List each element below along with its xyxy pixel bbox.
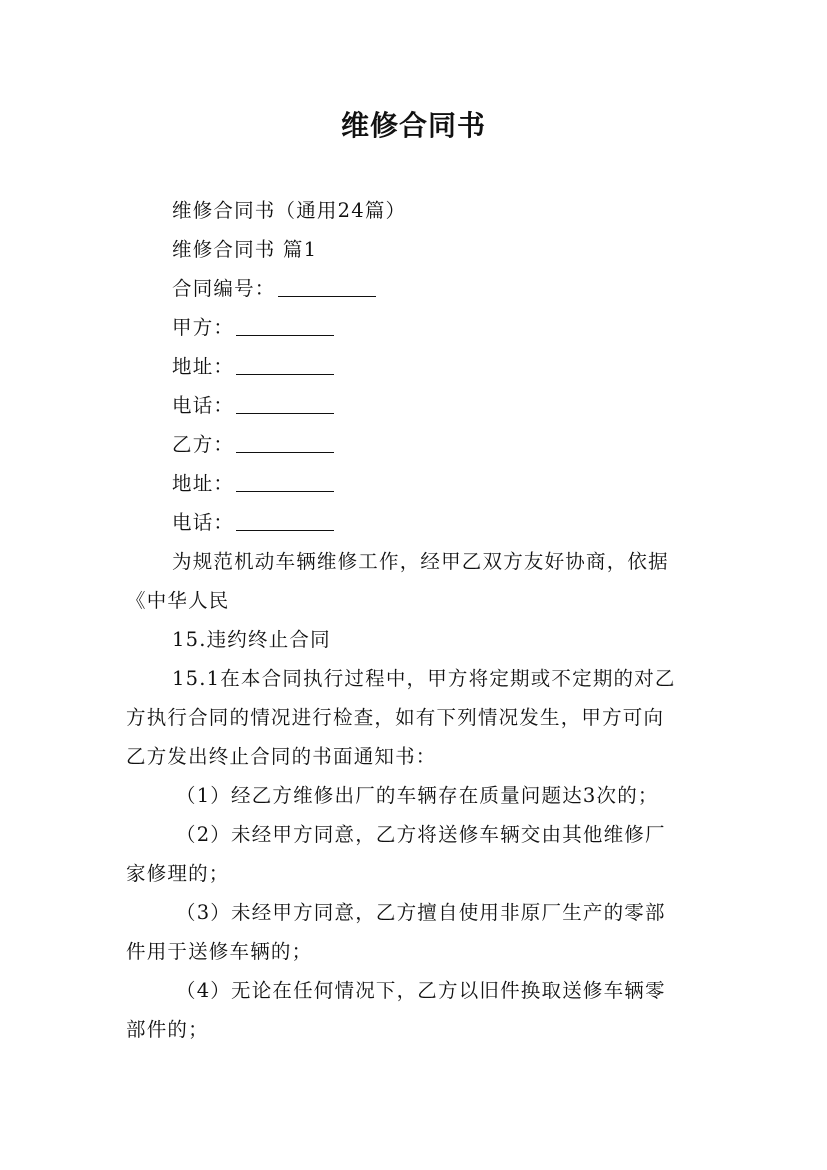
document-subtitle: 维修合同书（通用24篇） xyxy=(172,199,407,222)
contract-number-line xyxy=(172,276,376,302)
clause-15-1-line-2: 方执行合同的情况进行检查，如有下列情况发生，甲方可向 xyxy=(126,706,665,729)
item-3-line-2: 件用于送修车辆的； xyxy=(126,940,313,963)
party-a-blank xyxy=(236,315,334,336)
clause-15-1-line-3: 乙方发出终止合同的书面通知书： xyxy=(126,745,437,768)
item-2-line-1: （2）未经甲方同意，乙方将送修车辆交由其他维修厂 xyxy=(176,823,666,846)
party-b-phone-line xyxy=(172,510,334,536)
party-a-line xyxy=(172,315,334,341)
party-a-phone-line xyxy=(172,393,334,419)
party-a-address-label: 地址： xyxy=(172,355,235,378)
item-2-line-2: 家修理的； xyxy=(126,862,230,885)
section-heading: 维修合同书 篇1 xyxy=(172,238,318,261)
clause-15-heading: 15.违约终止合同 xyxy=(172,628,331,651)
party-a-address-blank xyxy=(236,354,334,375)
document-title: 维修合同书 xyxy=(340,109,486,142)
party-b-address-label: 地址： xyxy=(172,472,235,495)
item-1: （1）经乙方维修出厂的车辆存在质量问题达3次的； xyxy=(176,784,659,807)
intro-paragraph-line-2: 《中华人民 xyxy=(126,589,230,612)
party-b-blank xyxy=(236,432,334,453)
party-a-phone-label: 电话： xyxy=(172,394,235,417)
item-3-line-1: （3）未经甲方同意，乙方擅自使用非原厂生产的零部 xyxy=(176,901,666,924)
party-a-phone-blank xyxy=(236,393,334,414)
party-b-line xyxy=(172,432,334,458)
contract-number-blank xyxy=(278,276,376,297)
item-4-line-1: （4）无论在任何情况下，乙方以旧件换取送修车辆零 xyxy=(176,979,666,1002)
party-a-label: 甲方： xyxy=(172,316,235,339)
party-b-address-line xyxy=(172,471,334,497)
party-b-address-blank xyxy=(236,471,334,492)
party-b-phone-blank xyxy=(236,510,334,531)
item-4-line-2: 部件的； xyxy=(126,1018,209,1041)
party-b-label: 乙方： xyxy=(172,433,235,456)
clause-15-1-line-1: 15.1在本合同执行过程中，甲方将定期或不定期的对乙 xyxy=(172,667,676,690)
party-b-phone-label: 电话： xyxy=(172,511,235,534)
intro-paragraph-line-1: 为规范机动车辆维修工作，经甲乙双方友好协商，依据 xyxy=(172,550,669,573)
contract-number-label: 合同编号： xyxy=(172,277,276,300)
party-a-address-line xyxy=(172,354,334,380)
